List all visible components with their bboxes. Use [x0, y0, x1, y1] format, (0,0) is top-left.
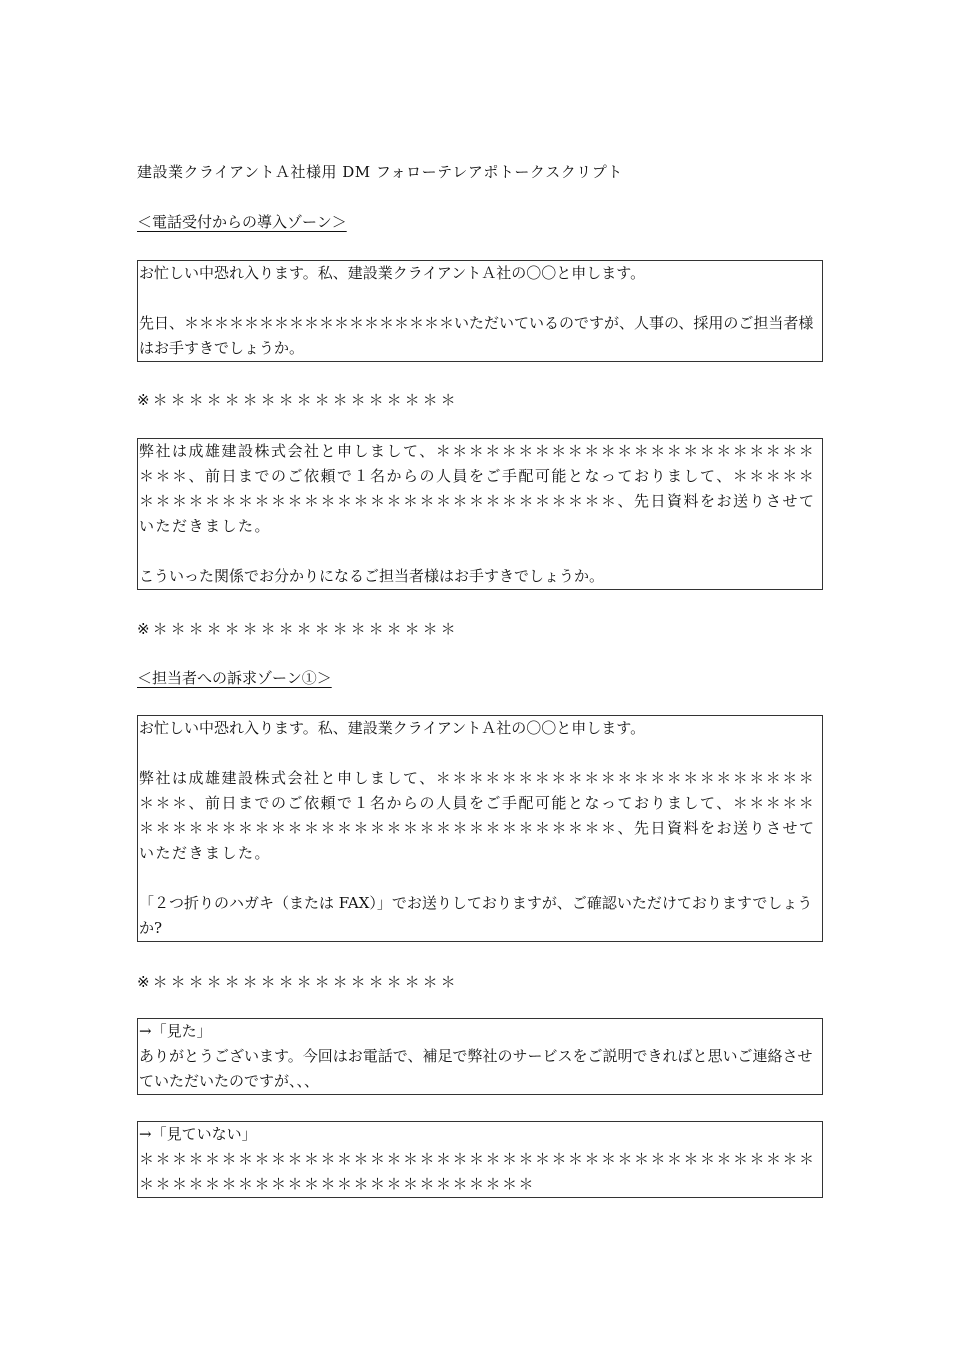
script-text: 先日、＊＊＊＊＊＊＊＊＊＊＊＊＊＊＊＊＊＊いただいているのですが、人事の、採用のご担当者様はお手すきでしょうか。 — [139, 314, 814, 357]
script-text: 弊社は成雄建設株式会社と申しまして、＊＊＊＊＊＊＊＊＊＊＊＊＊＊＊＊＊＊＊＊＊＊＊＊＊＊、前日までのご依頼で１名からの人員をご手配可能となっておりまして、＊＊＊＊＊＊＊＊＊＊＊＊＊＊＊＊＊＊＊＊＊＊＊＊＊＊＊＊＊＊＊＊＊＊、先日資料をお送りさせていただきました。 — [139, 442, 816, 535]
note-line: ※＊＊＊＊＊＊＊＊＊＊＊＊＊＊＊＊＊ — [137, 973, 459, 991]
script-box-reception-greeting — [137, 260, 823, 362]
section-heading-appeal: ＜担当者への訴求ゾーン①＞ — [137, 669, 332, 687]
script-text: 弊社は成雄建設株式会社と申しまして、＊＊＊＊＊＊＊＊＊＊＊＊＊＊＊＊＊＊＊＊＊＊＊＊＊＊、前日までのご依頼で１名からの人員をご手配可能となっておりまして、＊＊＊＊＊＊＊＊＊＊＊＊＊＊＊＊＊＊＊＊＊＊＊＊＊＊＊＊＊＊＊＊＊＊、先日資料をお送りさせていただきました。 — [139, 769, 816, 862]
script-text: ＊＊＊＊＊＊＊＊＊＊＊＊＊＊＊＊＊＊＊＊＊＊＊＊＊＊＊＊＊＊＊＊＊＊＊＊＊＊＊＊＊＊＊＊＊＊＊＊＊＊＊＊＊＊＊＊＊＊＊＊＊＊＊＊＊ — [139, 1150, 816, 1193]
script-text: ありがとうございます。今回はお電話で、補足で弊社のサービスをご説明できればと思いご連絡させていただいたのですが、、、 — [139, 1047, 813, 1090]
script-box-seen — [137, 1018, 823, 1095]
script-box-not-seen — [137, 1121, 823, 1198]
document-title: 建設業クライアントＡ社様用 DM フォローテレアポトークスクリプト — [137, 163, 623, 181]
note-line: ※＊＊＊＊＊＊＊＊＊＊＊＊＊＊＊＊＊ — [137, 620, 459, 638]
script-text: こういった関係でお分かりになるご担当者様はお手すきでしょうか。 — [139, 567, 605, 585]
script-text: 「２つ折りのハガキ（または FAX）」でお送りしておりますが、ご確認いただけておりますでしょうか? — [139, 894, 813, 937]
script-box-appeal — [137, 715, 823, 942]
script-text: お忙しい中恐れ入ります。私、建設業クライアントＡ社の〇〇と申します。 — [139, 719, 646, 737]
response-label: →「見ていない」 — [139, 1125, 257, 1143]
script-text: お忙しい中恐れ入ります。私、建設業クライアントＡ社の〇〇と申します。 — [139, 264, 646, 282]
section-heading-intro: ＜電話受付からの導入ゾーン＞ — [137, 213, 347, 231]
response-label: →「見た」 — [139, 1022, 212, 1040]
script-box-company-intro — [137, 438, 823, 590]
note-line: ※＊＊＊＊＊＊＊＊＊＊＊＊＊＊＊＊＊ — [137, 391, 459, 409]
